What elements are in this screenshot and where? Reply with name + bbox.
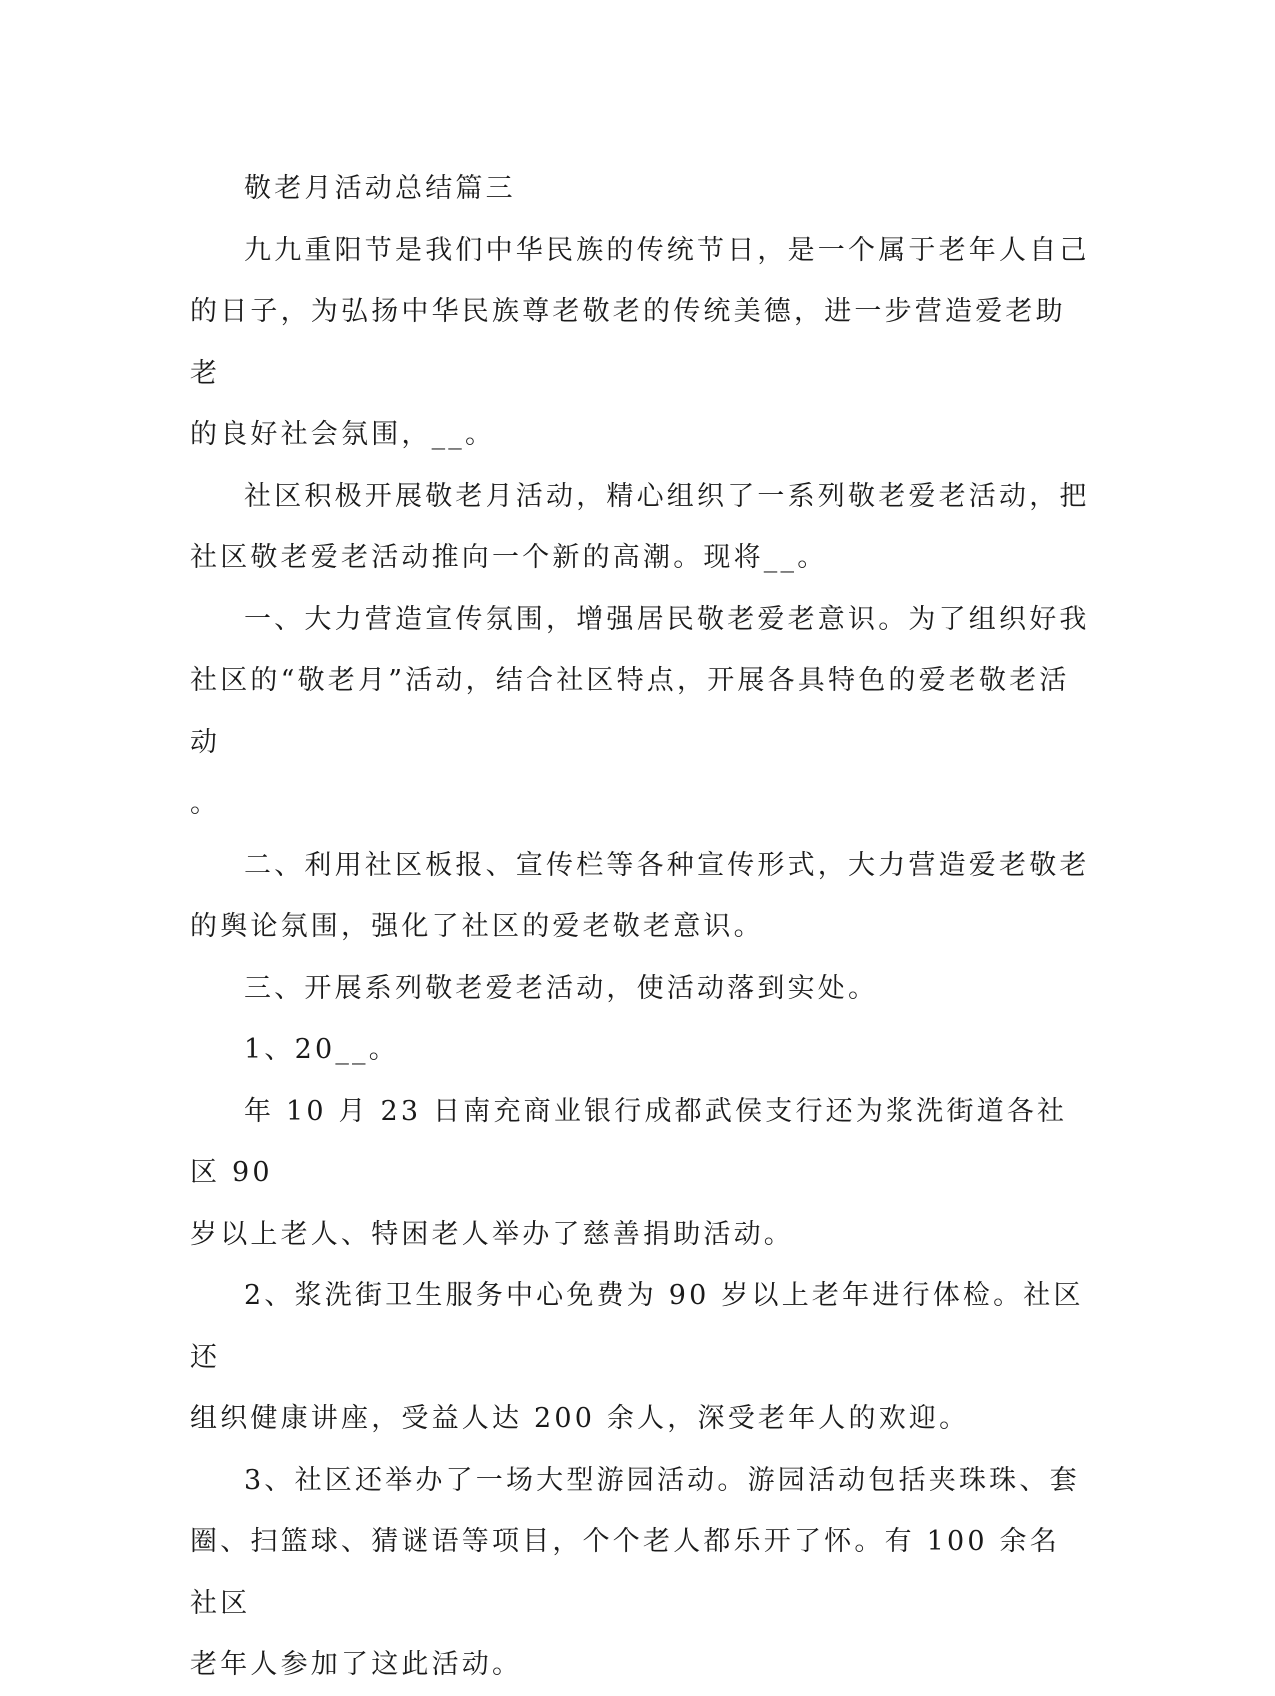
paragraph-6 xyxy=(190,1019,1090,1081)
paragraph-4 xyxy=(190,835,1090,958)
document-title: 敬老月活动总结篇三 xyxy=(244,173,516,204)
paragraph-line: 老年人参加了这此活动。 xyxy=(190,1649,523,1680)
paragraph-line: 社区的“敬老月”活动，结合社区特点，开展各具特色的爱老敬老活动 xyxy=(190,665,1070,758)
paragraph-line: 社区积极开展敬老月活动，精心组织了一系列敬老爱老活动，把 xyxy=(244,480,1090,512)
paragraph-line: 社区敬老爱老活动推向一个新的高潮。现将__。 xyxy=(190,542,828,573)
paragraph-8 xyxy=(190,1265,1090,1450)
document-body xyxy=(190,158,1090,1696)
paragraph-line: 的舆论氛围，强化了社区的爱老敬老意识。 xyxy=(190,911,764,942)
paragraph-7 xyxy=(190,1081,1090,1266)
paragraph-line: 岁以上老人、特困老人举办了慈善捐助活动。 xyxy=(190,1218,794,1250)
paragraph-line: 二、利用社区板报、宣传栏等各种宣传形式，大力营造爱老敬老 xyxy=(244,849,1090,881)
paragraph-9 xyxy=(190,1450,1090,1696)
paragraph-line: 九九重阳节是我们中华民族的传统节日，是一个属于老年人自己 xyxy=(244,234,1090,266)
paragraph-line: 3、社区还举办了一场大型游园活动。游园活动包括夹珠珠、套 xyxy=(244,1464,1080,1496)
paragraph-3 xyxy=(190,589,1090,835)
paragraph-line: 组织健康讲座，受益人达 200 余人，深受老年人的欢迎。 xyxy=(190,1403,970,1434)
paragraph-line: 三、开展系列敬老爱老活动，使活动落到实处。 xyxy=(244,972,879,1004)
paragraph-line: 1、20__。 xyxy=(244,1034,399,1065)
paragraph-1 xyxy=(190,220,1090,466)
paragraph-line: 年 10 月 23 日南充商业银行成都武侯支行还为浆洗街道各社区 90 xyxy=(190,1095,1068,1188)
paragraph-line: 。 xyxy=(190,788,221,819)
paragraph-line: 一、大力营造宣传氛围，增强居民敬老爱老意识。为了组织好我 xyxy=(244,603,1090,635)
paragraph-5 xyxy=(190,958,1090,1020)
paragraph-2 xyxy=(190,466,1090,589)
paragraph-line: 的良好社会氛围，__。 xyxy=(190,419,496,450)
paragraph-line: 的日子，为弘扬中华民族尊老敬老的传统美德，进一步营造爱老助老 xyxy=(190,296,1066,389)
paragraph-line: 2、浆洗街卫生服务中心免费为 90 岁以上老年进行体检。社区还 xyxy=(190,1280,1084,1373)
paragraph-line: 圈、扫篮球、猜谜语等项目，个个老人都乐开了怀。有 100 余名社区 xyxy=(190,1526,1060,1619)
